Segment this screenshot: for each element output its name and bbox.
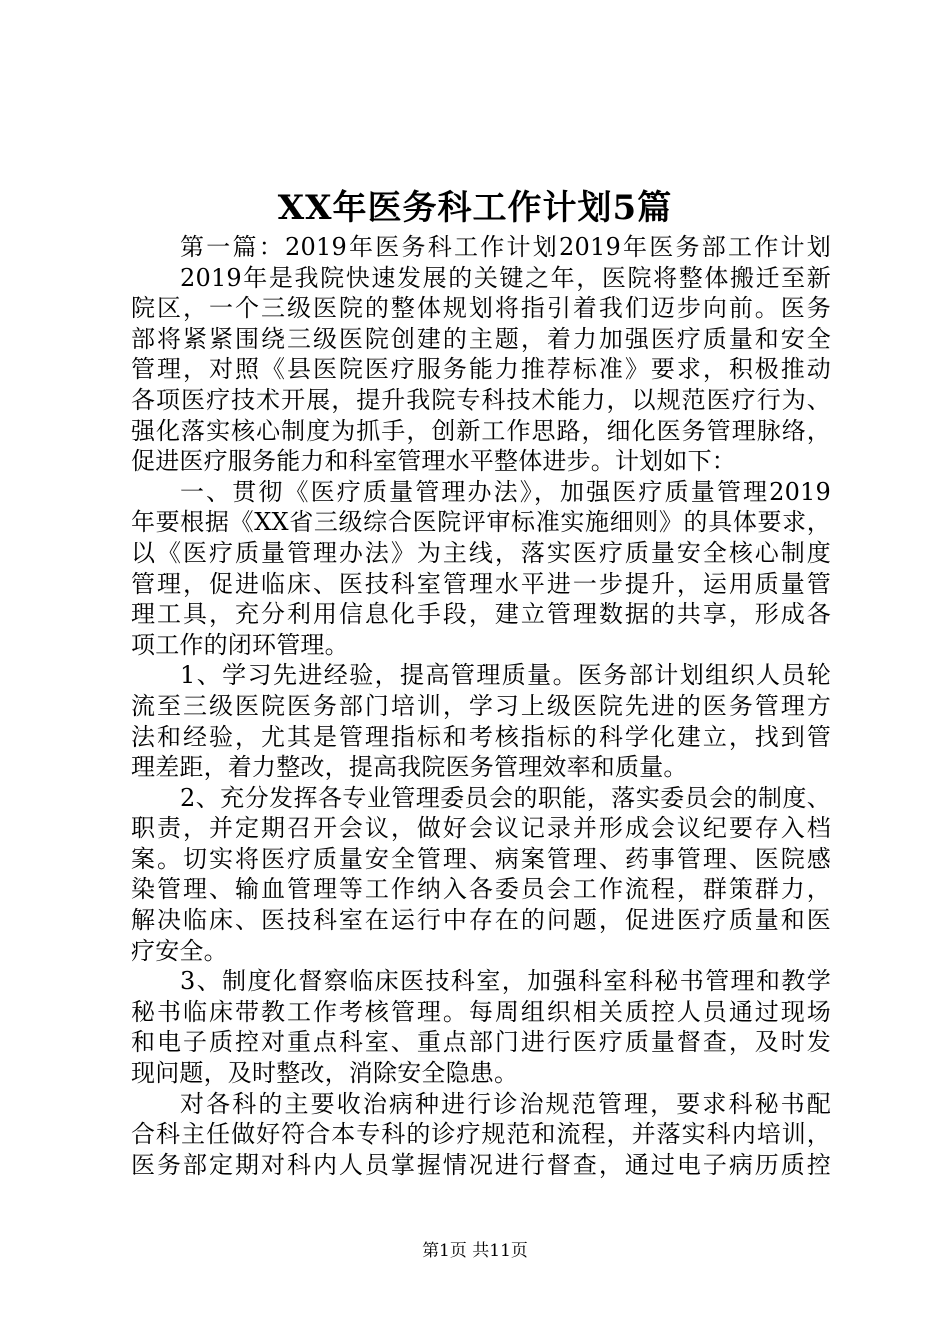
text-line: 医务部定期对科内人员掌握情况进行督查，通过电子病历质控: [131, 1150, 831, 1179]
text-line: 理差距，着力整改，提高我院医务管理效率和质量。: [131, 753, 688, 782]
text-line: 理工具，充分利用信息化手段，建立管理数据的共享，形成各: [131, 600, 831, 629]
text-line: 各项医疗技术开展，提升我院专科技术能力，以规范医疗行为、: [131, 385, 831, 414]
text-line: 3、制度化督察临床医技科室，加强科室科秘书管理和教学: [180, 967, 831, 996]
text-line: 年要根据《XX省三级综合医院评审标准实施细则》的具体要求，: [131, 508, 831, 537]
text-line: 1、学习先进经验，提高管理质量。医务部计划组织人员轮: [180, 661, 831, 690]
text-line: 强化落实核心制度为抓手，创新工作思路，细化医务管理脉络，: [131, 416, 831, 445]
text-line: 管理，促进临床、医技科室管理水平进一步提升，运用质量管: [131, 569, 831, 598]
text-line: 第一篇：2019年医务科工作计划2019年医务部工作计划: [180, 233, 831, 261]
text-line: 案。切实将医疗质量安全管理、病案管理、药事管理、医院感: [131, 844, 831, 873]
text-line: 一、贯彻《医疗质量管理办法》，加强医疗质量管理2019: [180, 477, 831, 506]
text-line: 流至三级医院医务部门培训，学习上级医院先进的医务管理方: [131, 691, 831, 720]
text-line: 以《医疗质量管理办法》为主线，落实医疗质量安全核心制度: [131, 538, 831, 567]
text-line: 管理，对照《县医院医疗服务能力推荐标准》要求，积极推动: [131, 355, 831, 384]
text-line: 对各科的主要收治病种进行诊治规范管理，要求科秘书配: [180, 1089, 831, 1118]
document-title: XX年医务科工作计划5篇: [277, 188, 673, 228]
text-line: 现问题，及时整改，消除安全隐患。: [131, 1059, 519, 1088]
text-line: 2019年是我院快速发展的关键之年，医院将整体搬迁至新: [180, 263, 831, 292]
text-line: 职责，并定期召开会议，做好会议记录并形成会议纪要存入档: [131, 814, 831, 843]
text-line: 解决临床、医技科室在运行中存在的问题，促进医疗质量和医: [131, 906, 831, 935]
text-line: 疗安全。: [131, 936, 228, 965]
text-line: 染管理、输血管理等工作纳入各委员会工作流程，群策群力，: [131, 875, 831, 904]
text-line: 2、充分发挥各专业管理委员会的职能，落实委员会的制度、: [180, 783, 831, 812]
text-line: 和电子质控对重点科室、重点部门进行医疗质量督查，及时发: [131, 1028, 831, 1057]
text-line: 促进医疗服务能力和科室管理水平整体进步。计划如下：: [131, 447, 736, 476]
text-line: 秘书临床带教工作考核管理。每周组织相关质控人员通过现场: [131, 997, 831, 1026]
text-line: 法和经验，尤其是管理指标和考核指标的科学化建立，找到管: [131, 722, 831, 751]
document-body: [131, 232, 831, 1180]
text-line: 合科主任做好符合本专科的诊疗规范和流程，并落实科内培训，: [131, 1120, 831, 1149]
text-line: 项工作的闭环管理。: [131, 630, 349, 659]
text-line: 部将紧紧围绕三级医院创建的主题，着力加强医疗质量和安全: [131, 324, 831, 353]
text-line: 院区，一个三级医院的整体规划将指引着我们迈步向前。医务: [131, 294, 831, 323]
page-number-footer: 第1页 共11页: [422, 1241, 528, 1261]
